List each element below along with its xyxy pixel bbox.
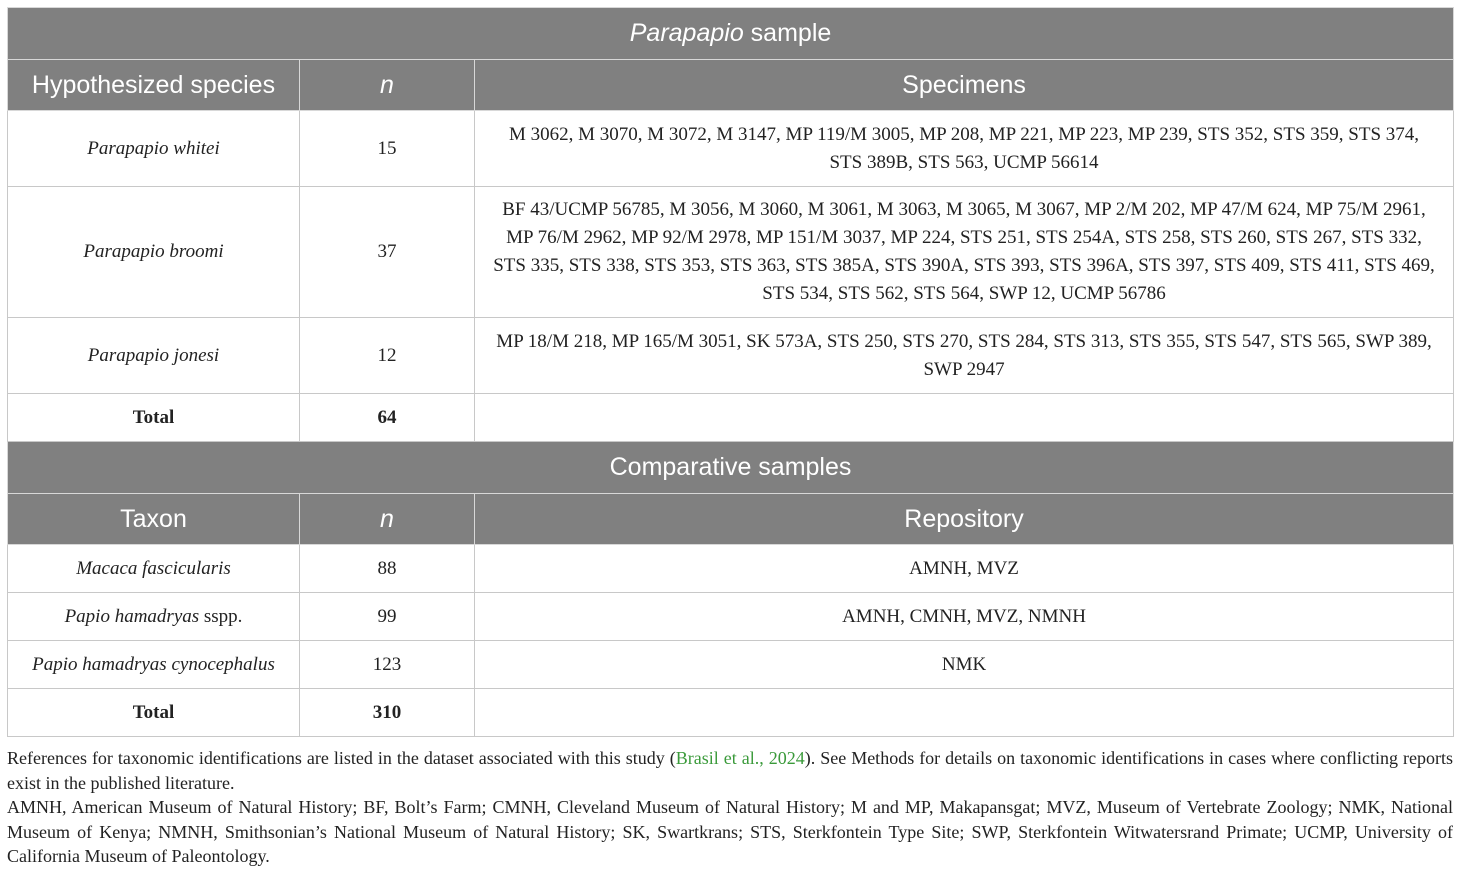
n-cell: 12 [300, 318, 475, 394]
col-header-n: n [300, 494, 475, 545]
table-row [8, 318, 1454, 394]
section-title-genus: Parapapio [629, 19, 744, 47]
table-row [8, 593, 1454, 641]
repository-cell: NMK [475, 641, 1454, 689]
section-header-comparative [8, 442, 1454, 494]
specimens-cell: BF 43/UCMP 56785, M 3056, M 3060, M 3061, M 3063, M 3065, M 3067, MP 2/M 202, MP 47/M 624, MP 75/M 2961, MP 76/M 2962, MP 92/M 2978, MP 151/M 3037, MP 224, STS 251, STS 254A, STS 258, STS 260, STS 267, STS 332, STS 335, STS 338, STS 353, STS 363, STS 385A, STS 390A, STS 393, STS 396A, STS 397, STS 409, STS 411, STS 469, STS 534, STS 562, STS 564, SWP 12, UCMP 56786 [475, 187, 1454, 318]
total-row-comparative [8, 689, 1454, 737]
footnote-abbreviations: AMNH, American Museum of Natural History; BF, Bolt’s Farm; CMNH, Cleveland Museum of Natural History; M and MP, Makapansgat; MVZ, Museum of Vertebrate Zoology; NMK, National Museum of Kenya; NMNH, Smithsonian’s National Museum of Natural History; SK, Swartkrans; STS, Sterkfontein Type Site; SWP, Sterkfontein Witwatersrand Primate; UCMP, University of California Museum of Paleontology. [7, 797, 1453, 866]
col-header-species: Hypothesized species [8, 60, 300, 111]
section-title-suffix: sample [743, 19, 832, 47]
total-n: 310 [300, 689, 475, 737]
species-cell: Parapapio jonesi [8, 318, 300, 394]
total-label: Total [8, 394, 300, 442]
table-row [8, 545, 1454, 593]
total-n: 64 [300, 394, 475, 442]
taxon-name: Macaca fascicularis [76, 557, 231, 579]
column-header-row-1 [8, 60, 1454, 111]
species-cell: Parapapio whitei [8, 111, 300, 187]
repository-cell: AMNH, MVZ [475, 545, 1454, 593]
specimen-table [7, 7, 1454, 737]
footnote-references [7, 746, 1453, 795]
n-cell: 15 [300, 111, 475, 187]
total-empty-cell [475, 689, 1454, 737]
section-title-parapapio [8, 8, 1454, 60]
taxon-suffix: sspp. [199, 605, 243, 627]
table-row [8, 187, 1454, 318]
specimens-cell: MP 18/M 218, MP 165/M 3051, SK 573A, STS 250, STS 270, STS 284, STS 313, STS 355, STS 547, STS 565, SWP 389, SWP 2947 [475, 318, 1454, 394]
n-cell: 99 [300, 593, 475, 641]
total-row-parapapio [8, 394, 1454, 442]
col-header-repository: Repository [475, 494, 1454, 545]
column-header-row-2 [8, 494, 1454, 545]
footnote-text: References for taxonomic identifications are listed in the dataset associated with this study ( [7, 748, 676, 768]
n-cell: 88 [300, 545, 475, 593]
taxon-name: Papio hamadryas cynocephalus [32, 653, 275, 675]
taxon-cell [8, 545, 300, 593]
section-header-parapapio [8, 8, 1454, 60]
table-row [8, 641, 1454, 689]
data-table-container [7, 7, 1453, 737]
taxon-name: Papio hamadryas [64, 605, 200, 627]
taxon-cell [8, 593, 300, 641]
footnote-text: ). See Methods for details on taxonomic identifications in cases where conflicting reports exist in the published literature. [7, 748, 1453, 793]
table-footnotes [7, 746, 1453, 869]
table-row [8, 111, 1454, 187]
species-cell: Parapapio broomi [8, 187, 300, 318]
total-empty-cell [475, 394, 1454, 442]
specimens-cell: M 3062, M 3070, M 3072, M 3147, MP 119/M 3005, MP 208, MP 221, MP 223, MP 239, STS 352, STS 359, STS 374, STS 389B, STS 563, UCMP 56614 [475, 111, 1454, 187]
taxon-cell [8, 641, 300, 689]
section-title-comparative: Comparative samples [8, 442, 1454, 494]
col-header-specimens: Specimens [475, 60, 1454, 111]
reference-link[interactable]: Brasil et al., 2024 [675, 748, 805, 768]
n-cell: 37 [300, 187, 475, 318]
total-label: Total [8, 689, 300, 737]
col-header-n: n [300, 60, 475, 111]
n-cell: 123 [300, 641, 475, 689]
col-header-taxon: Taxon [8, 494, 300, 545]
repository-cell: AMNH, CMNH, MVZ, NMNH [475, 593, 1454, 641]
